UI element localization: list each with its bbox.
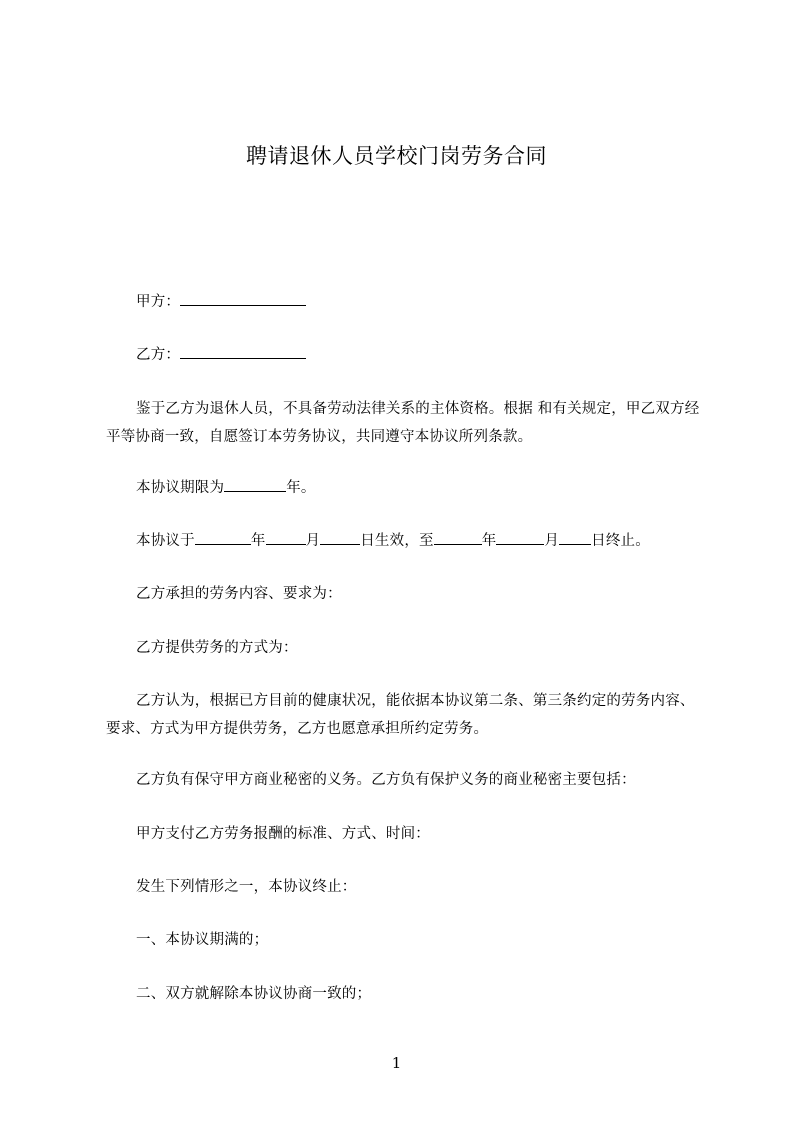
effective-date-line [106, 527, 706, 555]
party-b-blank[interactable] [180, 344, 306, 359]
start-day-blank[interactable] [320, 530, 360, 545]
party-b-line [106, 341, 706, 369]
term-line [106, 474, 706, 502]
confidentiality-line: 乙方负有保守甲方商业秘密的义务。乙方负有保护义务的商业秘密主要包括： [136, 772, 636, 788]
start-month-blank[interactable] [266, 530, 306, 545]
document-title: 聘请退休人员学校门岗劳务合同 [246, 144, 547, 168]
end-year-blank[interactable] [434, 530, 482, 545]
party-b-label: 乙方： [136, 347, 181, 363]
end-month-label: 月 [544, 533, 560, 549]
end-year-label: 年 [481, 533, 497, 549]
service-method-line: 乙方提供劳务的方式为： [136, 640, 298, 656]
preamble-paragraph: 鉴于乙方为退休人员，不具备劳动法律关系的主体资格。根据 和有关规定，甲乙双方经平等协商一致，自愿签订本劳务协议，共同遵守本协议所列条款。 [106, 401, 700, 445]
term-prefix: 本协议期限为 [136, 480, 225, 496]
term-years-blank[interactable] [224, 477, 286, 492]
start-day-label: 日生效，至 [360, 533, 434, 549]
termination-item-2: 二、双方就解除本协议协商一致的； [136, 986, 372, 1002]
termination-item-1: 一、本协议期满的； [136, 932, 269, 948]
termination-intro-line: 发生下列情形之一，本协议终止： [136, 879, 357, 895]
start-year-blank[interactable] [195, 530, 251, 545]
party-a-blank[interactable] [180, 291, 306, 306]
payment-line: 甲方支付乙方劳务报酬的标准、方式、时间： [136, 826, 430, 842]
end-day-label: 日终止。 [591, 533, 650, 549]
start-year-label: 年 [250, 533, 266, 549]
effective-prefix: 本协议于 [136, 533, 195, 549]
term-suffix: 年。 [286, 480, 316, 496]
health-paragraph: 乙方认为，根据已方目前的健康状况，能依据本协议第二条、第三条约定的劳务内容、要求、方式为甲方提供劳务，乙方也愿意承担所约定劳务。 [106, 693, 695, 737]
end-day-blank[interactable] [559, 530, 591, 545]
end-month-blank[interactable] [496, 530, 544, 545]
page-number: 1 [391, 1054, 402, 1072]
party-a-label: 甲方： [136, 294, 181, 310]
service-content-line: 乙方承担的劳务内容、要求为： [136, 586, 342, 602]
start-month-label: 月 [305, 533, 321, 549]
party-a-line [106, 288, 706, 316]
